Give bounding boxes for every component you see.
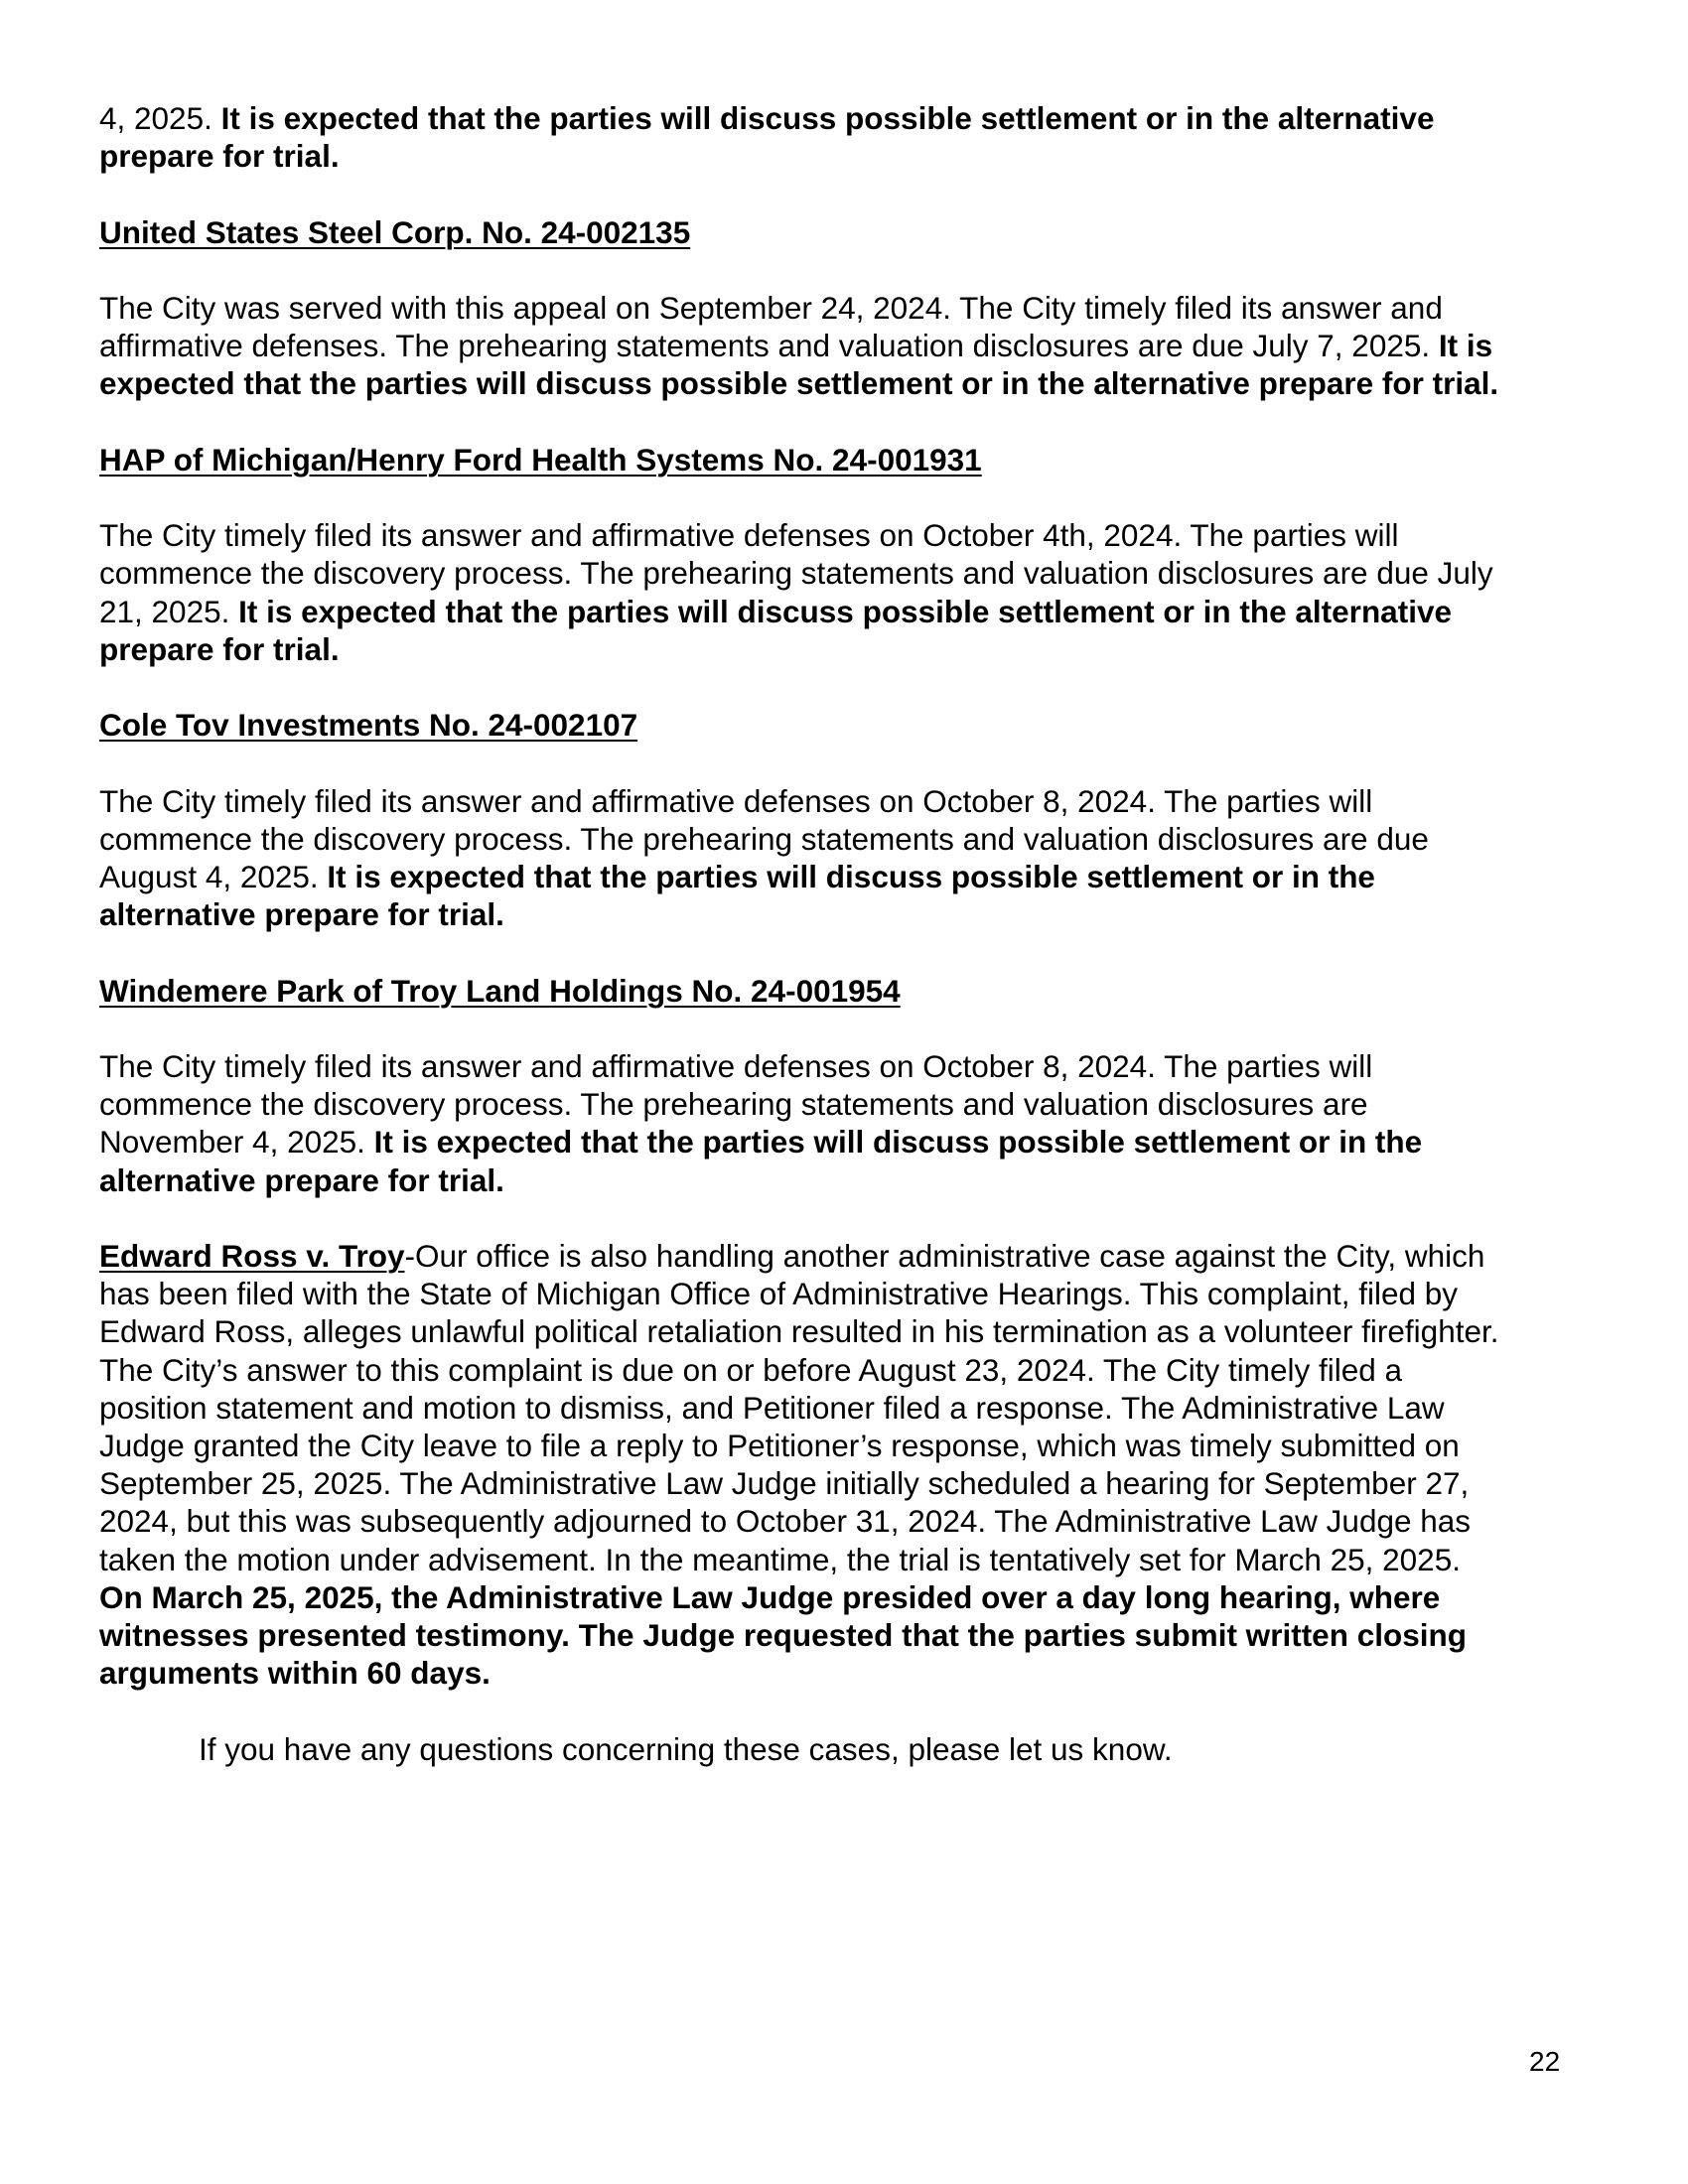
text-line: Edward Ross, alleges unlawful political retaliation resulted in his termination as a volunteer firefighter. <box>99 1313 1499 1350</box>
text-line: November 4, 2025. <box>99 1124 374 1160</box>
bold-text: It is expected that the parties will discuss possible settlement or in the <box>373 1124 1423 1160</box>
text-line: August 4, 2025. <box>99 858 328 894</box>
bold-text: alternative prepare for trial. <box>99 896 504 933</box>
closing-sentence: If you have any questions concerning these cases, please let us know. <box>199 1730 1173 1767</box>
bold-text: alternative prepare for trial. <box>99 1161 504 1198</box>
case-paragraph-edward-ross <box>99 1237 1589 1692</box>
bold-text: witnesses presented testimony. The Judge requested that the parties submit written closing <box>99 1616 1467 1653</box>
case-paragraph-us-steel <box>99 289 1589 403</box>
bold-text: It is expected that the parties will discuss possible settlement or in the <box>327 858 1375 894</box>
text-line: The City timely filed its answer and affirmative defenses on October 4th, 2024. The parties will <box>99 517 1399 554</box>
text-line: -Our office is also handling another administrative case against the City, which <box>404 1237 1485 1274</box>
text-line: commence the discovery process. The prehearing statements and valuation disclosures are <box>99 1086 1368 1123</box>
text-line: commence the discovery process. The prehearing statements and valuation disclosures are due <box>99 820 1429 857</box>
text-line: affirmative defenses. The prehearing statements and valuation disclosures are due July 7, 2025. <box>99 328 1439 364</box>
page-number: 22 <box>1529 2046 1561 2077</box>
case-heading-hap-michigan: HAP of Michigan/Henry Ford Health Systems No. 24-001931 <box>99 441 982 478</box>
text-line: position statement and motion to dismiss, and Petitioner filed a response. The Administrative Law <box>99 1389 1445 1426</box>
text-line: taken the motion under advisement. In the meantime, the trial is tentatively set for March 25, 2025. <box>99 1541 1461 1577</box>
text-line: Judge granted the City leave to file a reply to Petitioner’s response, which was timely submitted on <box>99 1427 1460 1463</box>
bold-text: On March 25, 2025, the Administrative Law Judge presided over a day long hearing, where <box>99 1578 1441 1615</box>
intro-line-1-plain: 4, 2025. <box>99 100 221 136</box>
text-line: commence the discovery process. The prehearing statements and valuation disclosures are due July <box>99 555 1493 592</box>
bold-text: It is <box>1438 328 1493 364</box>
bold-text: arguments within 60 days. <box>99 1655 491 1692</box>
text-line: September 25, 2025. The Administrative Law Judge initially scheduled a hearing for September 27, <box>99 1465 1470 1502</box>
case-paragraph-cole-tov <box>99 782 1589 934</box>
case-heading-cole-tov: Cole Tov Investments No. 24-002107 <box>99 707 638 744</box>
case-heading-us-steel: United States Steel Corp. No. 24-002135 <box>99 213 691 250</box>
bold-text: prepare for trial. <box>99 630 340 667</box>
text-line: The City timely filed its answer and affirmative defenses on October 8, 2024. The parties will <box>99 782 1373 819</box>
bold-text: It is expected that the parties will discuss possible settlement or in the alternative <box>238 593 1452 629</box>
document-page <box>99 99 1589 1768</box>
text-line: The City was served with this appeal on September 24, 2024. The City timely filed its answer and <box>99 289 1443 326</box>
intro-line-2-bold: prepare for trial. <box>99 138 340 175</box>
case-paragraph-hap-michigan <box>99 516 1589 668</box>
case-heading-windemere-park: Windemere Park of Troy Land Holdings No. 24-001954 <box>99 972 901 1009</box>
text-line: 2024, but this was subsequently adjourned to October 31, 2024. The Administrative Law Judge has <box>99 1503 1472 1540</box>
bold-text: expected that the parties will discuss possible settlement or in the alternative prepare for trial. <box>99 365 1499 402</box>
text-line: The City’s answer to this complaint is due on or before August 23, 2024. The City timely filed a <box>99 1351 1403 1388</box>
case-heading-edward-ross: Edward Ross v. Troy <box>99 1237 405 1274</box>
intro-line-1-bold: It is expected that the parties will discuss possible settlement or in the alternative <box>220 100 1435 136</box>
text-line: has been filed with the State of Michigan Office of Administrative Hearings. This complaint, filed by <box>99 1276 1459 1312</box>
intro-paragraph <box>99 99 1589 175</box>
text-line: 21, 2025. <box>99 593 239 629</box>
case-paragraph-windemere-park <box>99 1047 1589 1199</box>
text-line: The City timely filed its answer and affirmative defenses on October 8, 2024. The parties will <box>99 1047 1373 1084</box>
